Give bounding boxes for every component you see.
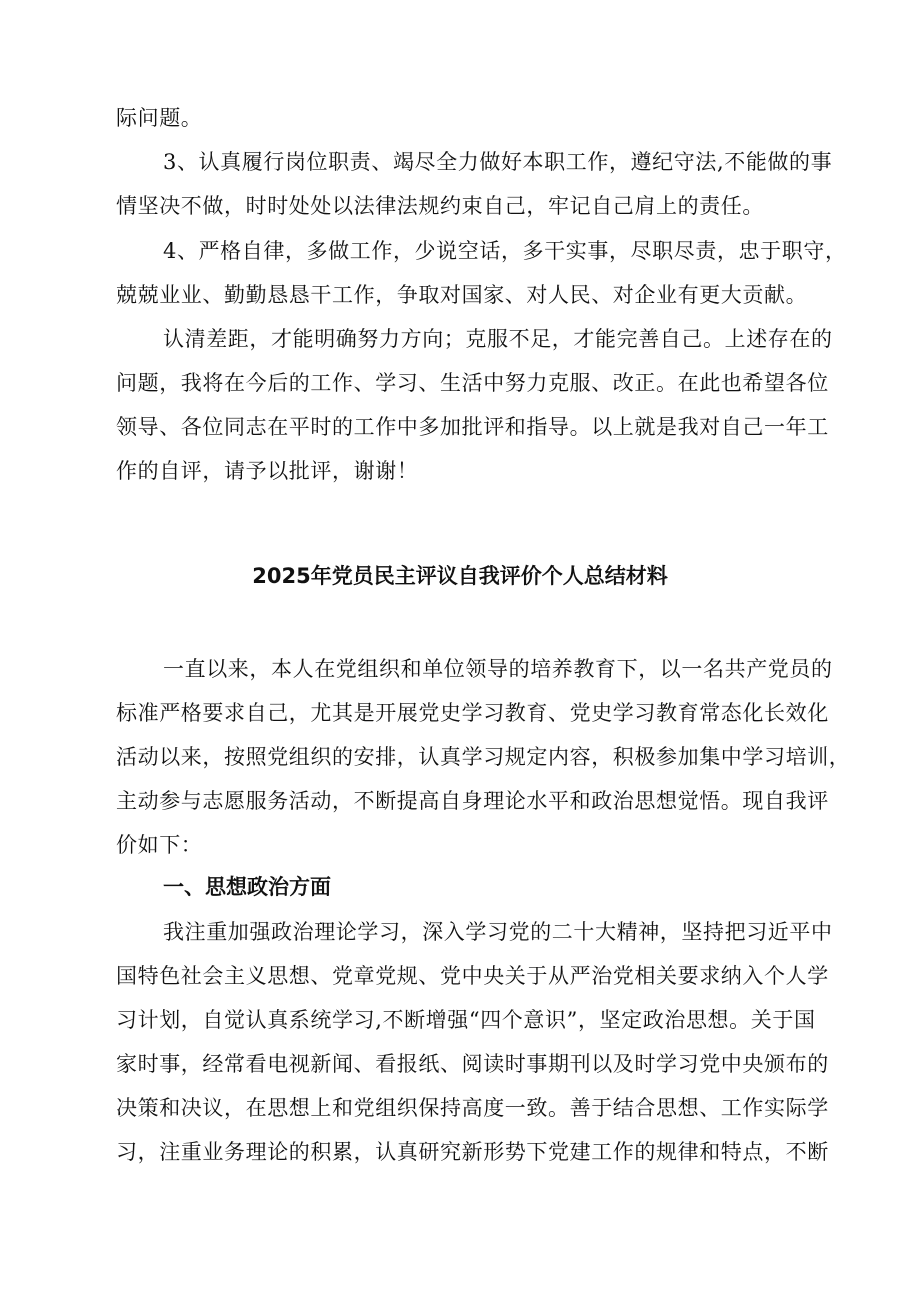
paragraph-line: 认清差距，才能明确努力方向；克服不足，才能完善自己。上述存在的: [163, 327, 833, 351]
paragraph-line: 标准严格要求自己，尤其是开展党史学习教育、党史学习教育常态化长效化: [116, 701, 829, 725]
paragraph-line: 一直以来，本人在党组织和单位领导的培养教育下，以一名共产党员的: [163, 657, 833, 681]
paragraph-line: 价如下：: [116, 833, 203, 857]
paragraph-line: 决策和决议，在思想上和党组织保持高度一致。善于结合思想、工作实际学: [116, 1096, 829, 1120]
paragraph-line: 际问题。: [116, 106, 203, 130]
paragraph-line: 领导、各位同志在平时的工作中多加批评和指导。以上就是我对自己一年工: [116, 415, 829, 439]
section-heading: 一、思想政治方面: [163, 875, 331, 899]
paragraph-line: 3、认真履行岗位职责、竭尽全力做好本职工作，遵纪守法,不能做的事: [163, 150, 833, 174]
paragraph-line: 习计划，自觉认真系统学习,不断增强“四个意识”，坚定政治思想。关于国: [116, 1008, 816, 1032]
paragraph-line: 4、严格自律，多做工作，少说空话，多干实事，尽职尽责，忠于职守，: [163, 239, 847, 263]
paragraph-line: 活动以来，按照党组织的安排，认真学习规定内容，积极参加集中学习培训，: [116, 745, 851, 769]
paragraph-line: 情坚决不做，时时处处以法律法规约束自己，牢记自己肩上的责任。: [116, 194, 764, 218]
paragraph-line: 作的自评，请予以批评，谢谢！: [116, 459, 419, 483]
paragraph-line: 家时事，经常看电视新闻、看报纸、阅读时事期刊以及时学习党中央颁布的: [116, 1052, 829, 1076]
paragraph-line: 国特色社会主义思想、党章党规、党中央关于从严治党相关要求纳入个人学: [116, 964, 829, 988]
paragraph-line: 兢兢业业、勤勤恳恳干工作，争取对国家、对人民、对企业有更大贡献。: [116, 283, 808, 307]
paragraph-line: 我注重加强政治理论学习，深入学习党的二十大精神，坚持把习近平中: [163, 920, 833, 944]
paragraph-line: 主动参与志愿服务活动，不断提高自身理论水平和政治思想觉悟。现自我评: [116, 789, 829, 813]
document-title: 2025年党员民主评议自我评价个人总结材料: [252, 564, 668, 588]
paragraph-line: 问题，我将在今后的工作、学习、生活中努力克服、改正。在此也希望各位: [116, 371, 829, 395]
paragraph-line: 习，注重业务理论的积累，认真研究新形势下党建工作的规律和特点，不断: [116, 1140, 829, 1164]
